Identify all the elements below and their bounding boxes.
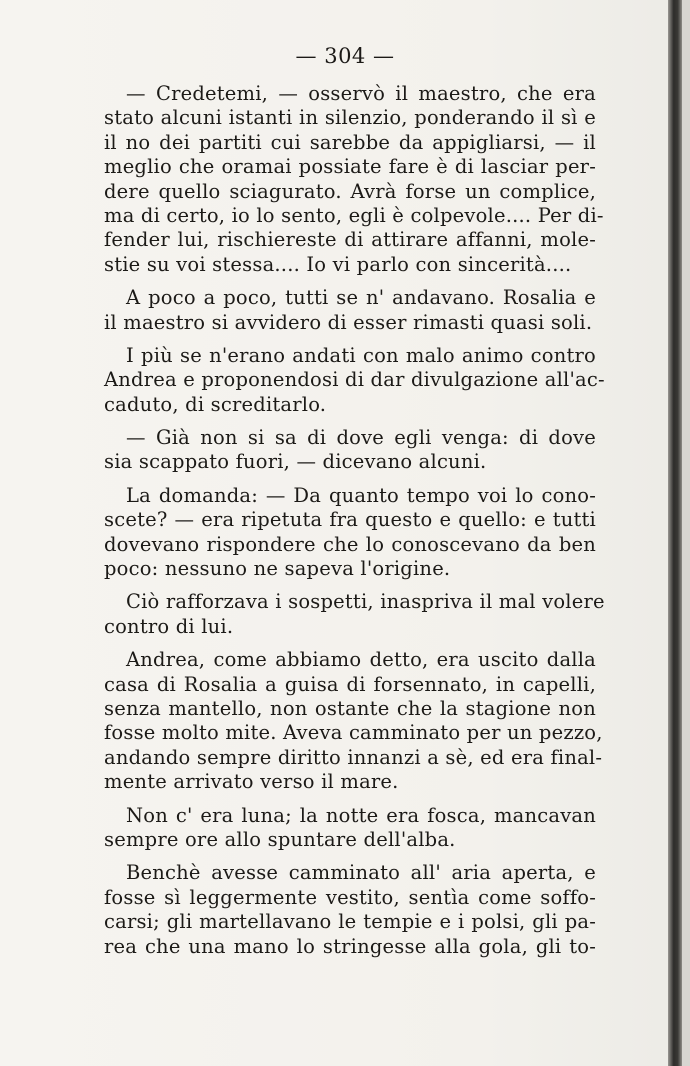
text-line: mente arrivato verso il mare. — [104, 770, 399, 794]
paragraph-4 — [104, 426, 596, 475]
paragraph-1 — [104, 82, 604, 277]
page-binding-shadow — [668, 0, 682, 1066]
text-line: Andrea, come abbiamo detto, era uscito dalla — [126, 648, 596, 672]
text-line: A poco a poco, tutti se n' andavano. Rosalia e — [126, 286, 596, 310]
text-line: carsi; gli martellavano le tempie e i polsi, gli pa- — [104, 910, 596, 934]
paragraph-6 — [104, 590, 605, 639]
text-line: — Già non si sa di dove egli venga: di dove — [126, 426, 596, 450]
text-line: fosse sì leggermente vestito, sentìa come soffo- — [104, 885, 596, 909]
text-line: il maestro si avvidero di esser rimasti quasi soli. — [104, 310, 593, 334]
text-line: contro di lui. — [104, 614, 234, 638]
text-line: fender lui, rischiereste di attirare affanni, mole- — [104, 228, 596, 252]
text-line: stie su voi stessa.... Io vi parlo con sincerità.... — [104, 252, 572, 276]
text-line: dere quello sciagurato. Avrà forse un complice, — [104, 179, 596, 203]
text-line: I più se n'erano andati con malo animo contro — [126, 343, 596, 367]
text-line: stato alcuni istanti in silenzio, ponderando il sì e — [104, 106, 596, 130]
text-line: Andrea e proponendosi di dar divulgazione all'ac- — [104, 368, 605, 392]
paragraph-7 — [104, 648, 603, 794]
text-line: — Credetemi, — osservò il maestro, che era — [126, 82, 596, 105]
text-line: ma di certo, io lo sento, egli è colpevole.... Per di- — [104, 203, 604, 227]
body-text — [104, 82, 605, 968]
paragraph-2 — [104, 286, 596, 335]
text-line: caduto, di screditarlo. — [104, 392, 327, 416]
text-line: rea che una mano lo stringesse alla gola, gli to- — [104, 934, 596, 958]
paragraph-8 — [104, 804, 596, 853]
text-line: poco: nessuno ne sapeva l'origine. — [104, 557, 451, 581]
text-line: scete? — era ripetuta fra questo e quello: e tutti — [104, 508, 596, 532]
text-line: Ciò rafforzava i sospetti, inaspriva il mal volere — [126, 590, 605, 614]
text-line: meglio che oramai possiate fare è di lasciar per- — [104, 155, 596, 179]
text-line: casa di Rosalia a guisa di forsennato, in capelli, — [104, 672, 596, 696]
text-line: Benchè avesse camminato all' aria aperta, e — [126, 861, 596, 885]
text-line: dovevano rispondere che lo conoscevano da ben — [104, 532, 596, 556]
text-line: Non c' era luna; la notte era fosca, mancavan — [126, 803, 596, 827]
text-line: il no dei partiti cui sarebbe da appigliarsi, — il — [104, 130, 596, 154]
text-line: La domanda: — Da quanto tempo voi lo cono- — [126, 483, 596, 507]
text-line: sia scappato fuori, — dicevano alcuni. — [104, 450, 487, 474]
text-line: andando sempre diritto innanzi a sè, ed era final- — [104, 745, 603, 769]
page-edge-light — [682, 0, 690, 1066]
text-line: fosse molto mite. Aveva camminato per un pezzo, — [104, 721, 603, 745]
paragraph-5 — [104, 484, 596, 582]
paragraph-3 — [104, 343, 605, 417]
text-line: sempre ore allo spuntare dell'alba. — [104, 827, 456, 851]
page-number: — 304 — — [295, 44, 395, 68]
paragraph-9 — [104, 861, 596, 959]
text-line: senza mantello, non ostante che la stagione non — [104, 696, 596, 720]
